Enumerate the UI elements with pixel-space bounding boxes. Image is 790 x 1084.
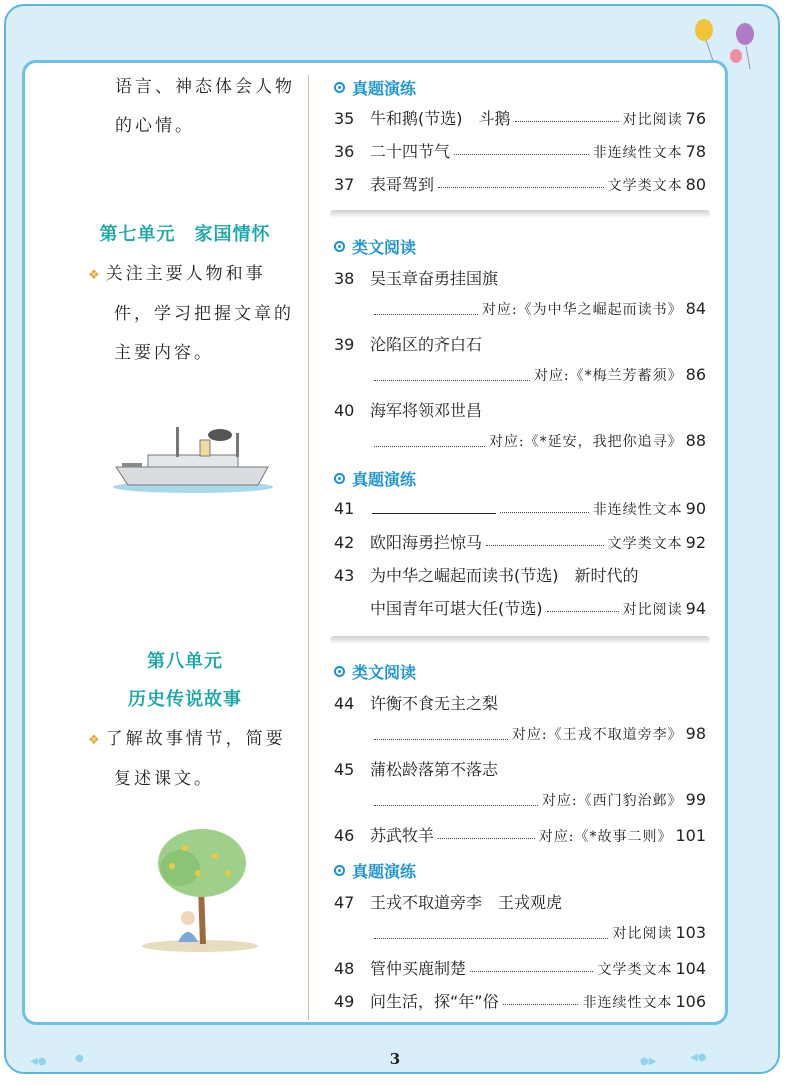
- toc-entry-ref[interactable]: 对比阅读 103: [334, 923, 706, 947]
- leader-dots: [515, 111, 619, 122]
- leader-dots: [500, 502, 589, 513]
- toc-entry[interactable]: 49 问生活，探“年”俗 非连续性文本 106: [334, 992, 706, 1011]
- toc-entry-title[interactable]: 39 沦陷区的齐白石: [334, 335, 483, 354]
- toc-entry-title[interactable]: 38 吴玉章奋勇挂国旗: [334, 269, 499, 288]
- unit8-title-line1: 第八单元: [147, 651, 223, 672]
- leader-dots: [470, 961, 593, 972]
- warship-illustration: [108, 405, 278, 495]
- section-separator: [330, 636, 710, 644]
- leader-dots: [374, 370, 530, 381]
- section-separator: [330, 210, 710, 218]
- toc-entry-ref[interactable]: 对应:《*梅兰芳蓄须》 86: [334, 365, 706, 389]
- leader-dots: [503, 994, 579, 1005]
- text-line: 语言、神态体会人物: [115, 77, 295, 97]
- leader-dots: [374, 928, 608, 939]
- toc-entry-title[interactable]: 44 许衡不食无主之梨: [334, 694, 499, 713]
- leader-dots: [438, 828, 535, 839]
- leader-dots: [486, 535, 604, 546]
- toc-entry[interactable]: 42 欧阳海勇拦惊马 文学类文本 92: [334, 533, 706, 552]
- toc-entry-title[interactable]: 47 王戎不取道旁李 王戎观虎: [334, 893, 563, 912]
- fish-decoration-icon: ◀●: [690, 1052, 707, 1063]
- leader-dots: [547, 601, 619, 612]
- toc-entry[interactable]: 41 非连续性文本 90: [334, 499, 706, 518]
- leader-dots: [454, 144, 589, 155]
- unit6-desc-tail: [115, 68, 295, 146]
- blank-title-line: [372, 497, 496, 514]
- leader-dots: [374, 436, 485, 447]
- bullet-dot-icon: [334, 473, 345, 484]
- column-divider: [308, 75, 309, 1020]
- section-header-leiwen: 类文阅读: [334, 660, 416, 683]
- toc-entry-ref[interactable]: 对应:《*延安，我把你追寻》 88: [334, 431, 706, 455]
- toc-entry-ref[interactable]: 对应:《西门豹治邺》 99: [334, 790, 706, 814]
- fish-decoration-icon: ●▶: [640, 1056, 657, 1067]
- unit8-title-line2: 历史传说故事: [128, 689, 242, 710]
- section-header-zhenti: 真题演练: [334, 859, 416, 882]
- section-header-zhenti: 真题演练: [334, 76, 416, 99]
- leader-dots: [374, 729, 508, 740]
- toc-entry-title[interactable]: 45 蒲松龄落第不落志: [334, 760, 499, 779]
- toc-entry-ref[interactable]: 中国青年可堪大任(节选) 对比阅读 94: [370, 599, 706, 618]
- section-header-zhenti: 真题演练: [334, 467, 416, 490]
- unit8-desc: ❖ 了解故事情节，简要 复述课文。: [88, 729, 286, 789]
- leader-dots: [374, 795, 538, 806]
- toc-entry-ref[interactable]: 对应:《王戎不取道旁李》 98: [334, 724, 706, 748]
- toc-entry[interactable]: 48 管仲买鹿制楚 文学类文本 104: [334, 959, 706, 978]
- text-line: 的心情。: [115, 116, 195, 136]
- unit7-desc: ❖ 关注主要人物和事 件，学习把握文章的 主要内容。: [88, 264, 294, 363]
- bullet-icon: ❖: [88, 733, 100, 748]
- toc-entry[interactable]: 37 表哥驾到 文学类文本 80: [334, 175, 706, 194]
- leader-dots: [438, 177, 604, 188]
- bullet-dot-icon: [334, 82, 345, 93]
- page-number: 3: [389, 1050, 401, 1068]
- bullet-dot-icon: [334, 865, 345, 876]
- bullet-dot-icon: [334, 666, 345, 677]
- unit7-title: 第七单元 家国情怀: [99, 224, 271, 245]
- toc-entry[interactable]: 46 苏武牧羊 对应:《*故事二则》 101: [334, 826, 706, 845]
- bullet-icon: ❖: [88, 268, 100, 283]
- bullet-dot-icon: [334, 241, 345, 252]
- toc-entry[interactable]: 35 牛和鹅(节选) 斗鹅 对比阅读 76: [334, 109, 706, 128]
- toc-entry-title[interactable]: 43 为中华之崛起而读书(节选) 新时代的: [334, 566, 639, 585]
- toc-entry-title[interactable]: 40 海军将领邓世昌: [334, 401, 483, 420]
- toc-entry-ref[interactable]: 对应:《为中华之崛起而读书》 84: [334, 299, 706, 323]
- fish-decoration-icon: ●: [75, 1053, 84, 1064]
- section-header-leiwen: 类文阅读: [334, 235, 416, 258]
- leader-dots: [374, 304, 478, 315]
- fish-decoration-icon: ◀●: [30, 1056, 47, 1067]
- toc-entry[interactable]: 36 二十四节气 非连续性文本 78: [334, 142, 706, 161]
- tree-and-child-illustration: [140, 818, 260, 958]
